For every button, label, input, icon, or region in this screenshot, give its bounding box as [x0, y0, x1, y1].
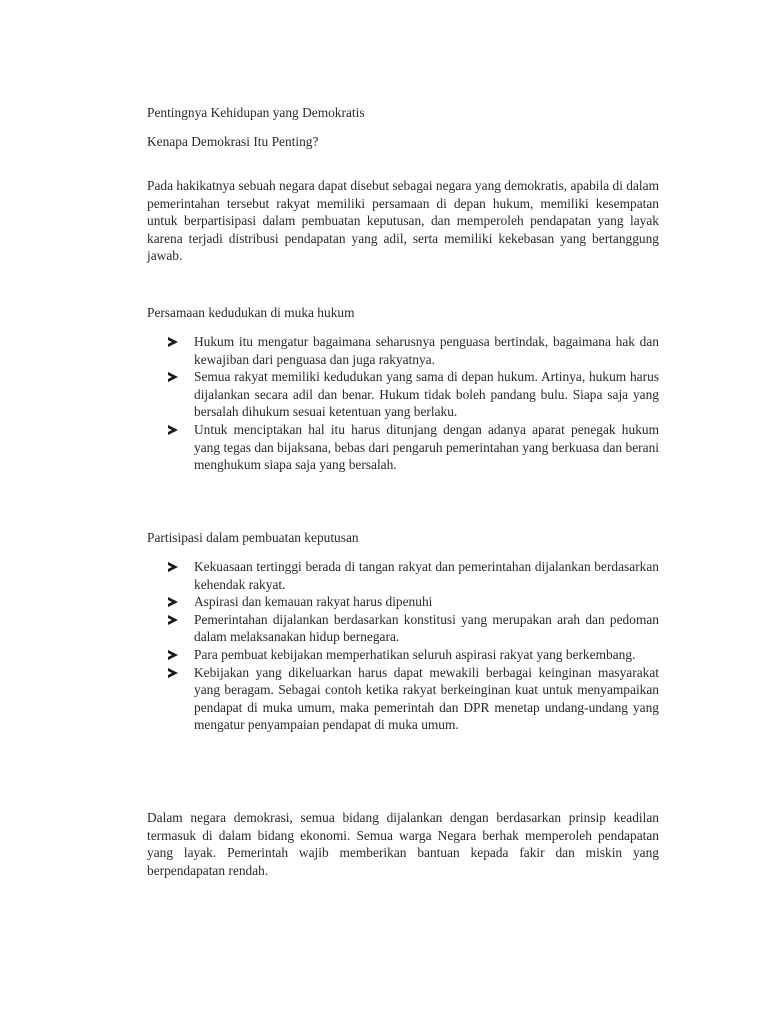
list-item	[168, 333, 659, 368]
list-item	[168, 368, 659, 421]
arrow-bullet-icon	[168, 337, 178, 347]
list-item-text: Untuk menciptakan hal itu harus ditunjang dengan adanya aparat penegak hukum yang tegas dan bijaksana, bebas dari pengaruh pemerintahan yang berkuasa dan berani menghukum siapa saja yang bersalah.	[194, 421, 659, 473]
list-item-text: Para pembuat kebijakan memperhatikan seluruh aspirasi rakyat yang berkembang.	[194, 646, 636, 662]
bullet-list-persamaan	[168, 333, 659, 474]
list-item-text: Aspirasi dan kemauan rakyat harus dipenuhi	[194, 594, 433, 610]
arrow-bullet-icon	[168, 425, 178, 435]
list-item	[168, 421, 659, 474]
arrow-bullet-icon	[168, 372, 178, 382]
intro-paragraph: Pada hakikatnya sebuah negara dapat disebut sebagai negara yang demokratis, apabila di dalam pemerintahan tersebut rakyat memiliki persamaan di depan hukum, memiliki kesempatan untuk berpartisipasi dalam pembuatan keputusan, dan memperoleh pendapatan yang layak karena terjadi distribusi pendapatan yang adil, serta memiliki kekebasan yang bertanggung jawab.	[147, 178, 659, 264]
section-heading-partisipasi: Partisipasi dalam pembuatan keputusan	[147, 530, 359, 545]
list-item	[168, 664, 659, 734]
arrow-bullet-icon	[168, 562, 178, 572]
list-item-text: Hukum itu mengatur bagaimana seharusnya penguasa bertindak, bagaimana hak dan kewajiban dari penguasa dan juga rakyatnya.	[194, 334, 659, 367]
arrow-bullet-icon	[168, 597, 178, 607]
list-item	[168, 558, 659, 593]
list-item-text: Pemerintahan dijalankan berdasarkan konstitusi yang merupakan arah dan pedoman dalam melaksanakan hidup bernegara.	[194, 611, 659, 645]
arrow-bullet-icon	[168, 615, 178, 625]
list-item-text: Kekuasaan tertinggi berada di tangan rakyat dan pemerintahan dijalankan berdasarkan kehendak rakyat.	[194, 559, 659, 592]
list-item	[168, 646, 659, 664]
list-item-text: Semua rakyat memiliki kedudukan yang sama di depan hukum. Artinya, hukum harus dijalankan secara adil dan benar. Hukum tidak boleh pandang bulu. Siapa saja yang bersalah dihukum sesuai ketentuan yang berlaku.	[194, 369, 659, 420]
arrow-bullet-icon	[168, 650, 178, 660]
bullet-list-partisipasi	[168, 558, 659, 734]
document-title: Pentingnya Kehidupan yang Demokratis	[147, 105, 365, 120]
arrow-bullet-icon	[168, 668, 178, 678]
document-question: Kenapa Demokrasi Itu Penting?	[147, 134, 319, 149]
closing-paragraph: Dalam negara demokrasi, semua bidang dijalankan dengan berdasarkan prinsip keadilan termasuk di dalam bidang ekonomi. Semua warga Negara berhak memperoleh pendapatan yang layak. Pemerintah wajib memberikan bantuan kepada fakir dan miskin yang berpendapatan rendah.	[147, 810, 659, 878]
list-item	[168, 593, 659, 611]
list-item-text: Kebijakan yang dikeluarkan harus dapat mewakili berbagai keinginan masyarakat yang beragam. Sebagai contoh ketika rakyat berkeinginan kuat untuk menyampaikan pendapat di muka umum, maka pemerintah dan DPR menetap undang-undang yang mengatur penyampaian pendapat di muka umum.	[194, 664, 659, 733]
list-item	[168, 611, 659, 646]
section-heading-persamaan: Persamaan kedudukan di muka hukum	[147, 305, 355, 320]
